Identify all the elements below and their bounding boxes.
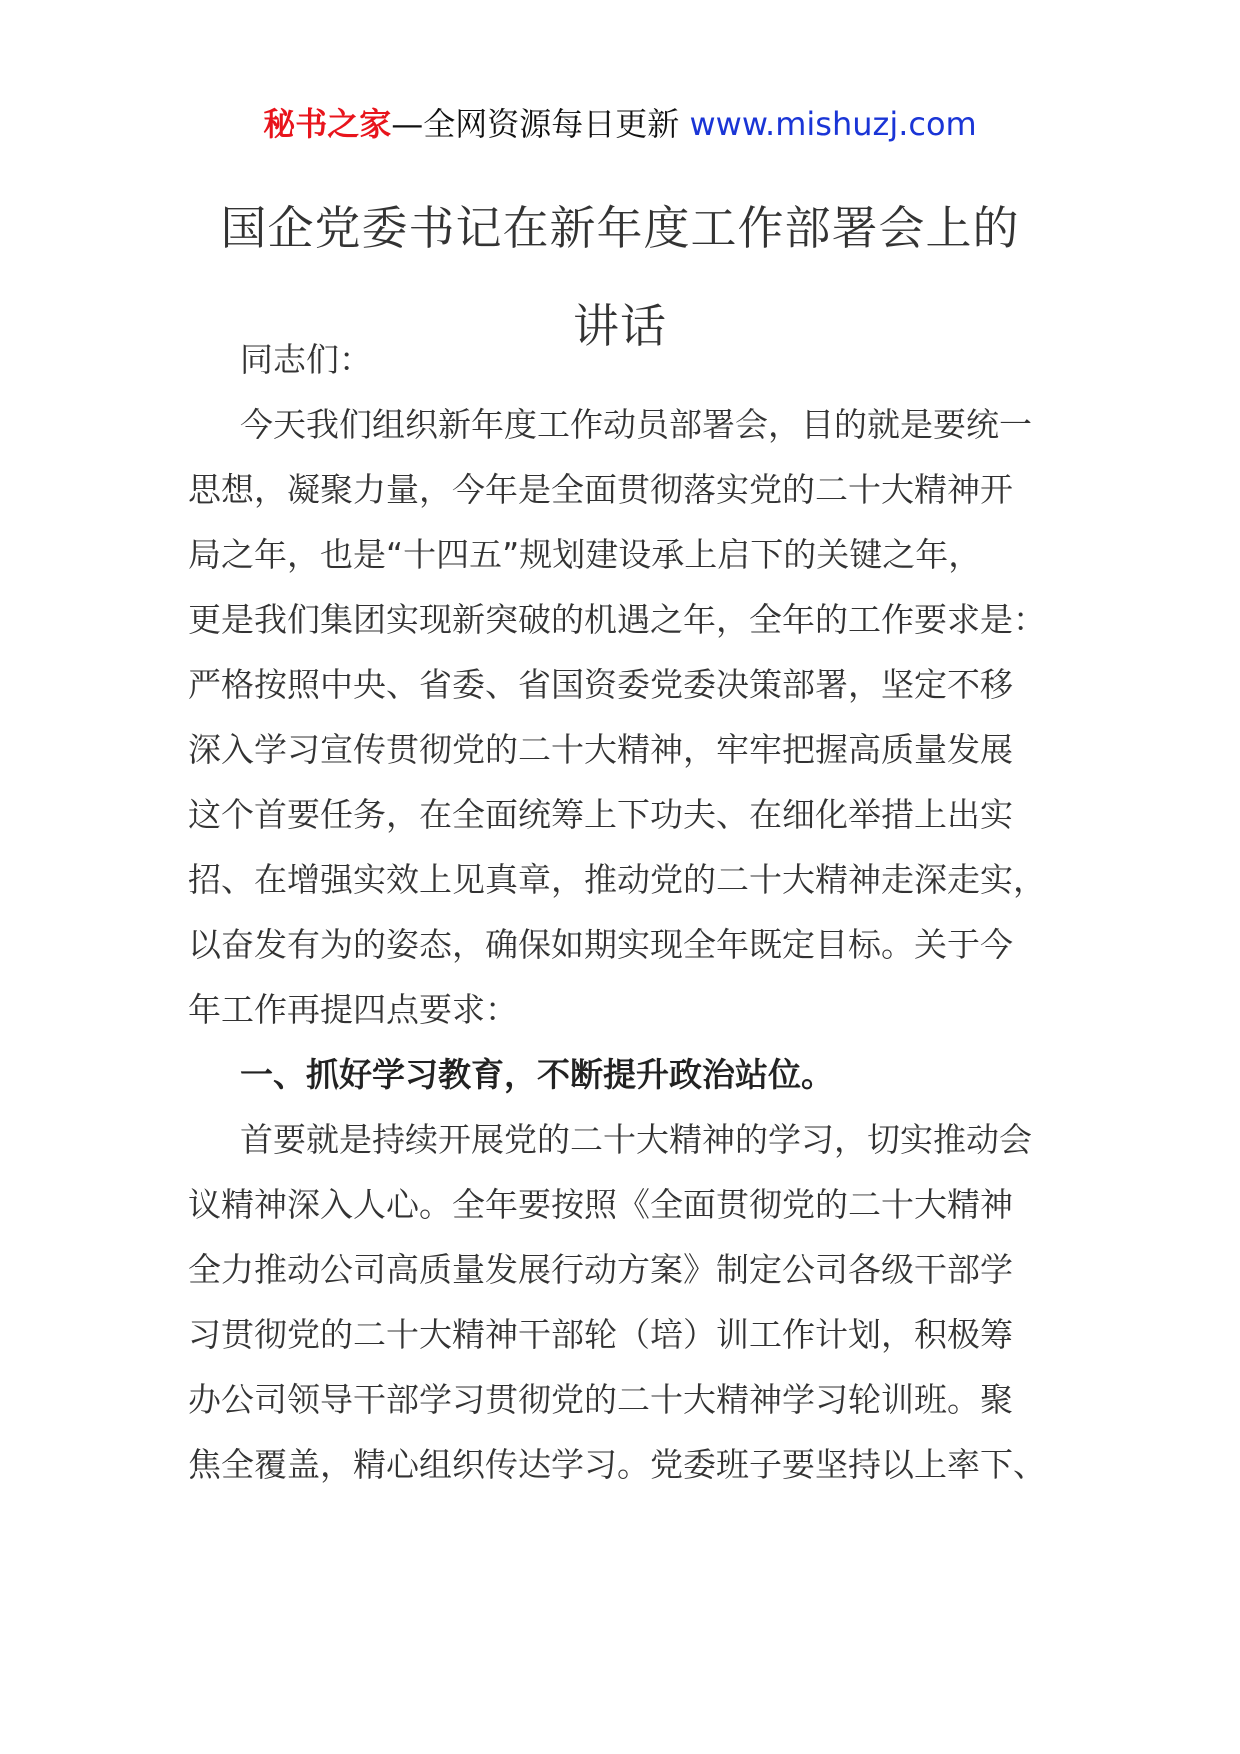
header-slogan: —全网资源每日更新 [391,105,680,143]
body-line: 以奋发有为的姿态，确保如期实现全年既定目标。关于今 [188,925,1013,964]
section-heading: 一、抓好学习教育，不断提升政治站位。 [240,1055,834,1094]
document-body [188,327,1068,1497]
body-line: 这个首要任务，在全面统筹上下功夫、在细化举措上出实 [188,795,1013,834]
body-line: 全力推动公司高质量发展行动方案》制定公司各级干部学 [188,1250,1013,1289]
document-title-line-2: 讲话 [573,299,667,353]
body-line: 议精神深入人心。全年要按照《全面贯彻党的二十大精神 [188,1185,1013,1224]
salutation: 同志们： [240,340,372,379]
body-line: 习贯彻党的二十大精神干部轮（培）训工作计划，积极筹 [188,1315,1013,1354]
body-line: 招、在增强实效上见真章，推动党的二十大精神走深走实， [188,860,1046,899]
site-url-link[interactable]: www.mishuzj.com [689,105,977,143]
body-line: 严格按照中央、省委、省国资委党委决策部署，坚定不移 [188,665,1013,704]
body-line: 年工作再提四点要求： [188,990,518,1029]
brand-name: 秘书之家 [263,105,392,143]
body-line: 深入学习宣传贯彻党的二十大精神，牢牢把握高质量发展 [188,730,1013,769]
site-header [0,98,1240,150]
body-line: 办公司领导干部学习贯彻党的二十大精神学习轮训班。聚 [188,1380,1013,1419]
body-line: 今天我们组织新年度工作动员部署会，目的就是要统一 [240,405,1032,444]
body-line: 思想，凝聚力量，今年是全面贯彻落实党的二十大精神开 [188,470,1013,509]
body-line: 更是我们集团实现新突破的机遇之年，全年的工作要求是： [188,600,1046,639]
body-line: 首要就是持续开展党的二十大精神的学习，切实推动会 [240,1120,1032,1159]
body-line: 局之年，也是“十四五”规划建设承上启下的关键之年， [188,535,982,574]
body-line: 焦全覆盖，精心组织传达学习。党委班子要坚持以上率下、 [188,1445,1046,1484]
document-title-line-1: 国企党委书记在新年度工作部署会上的 [220,201,1020,255]
